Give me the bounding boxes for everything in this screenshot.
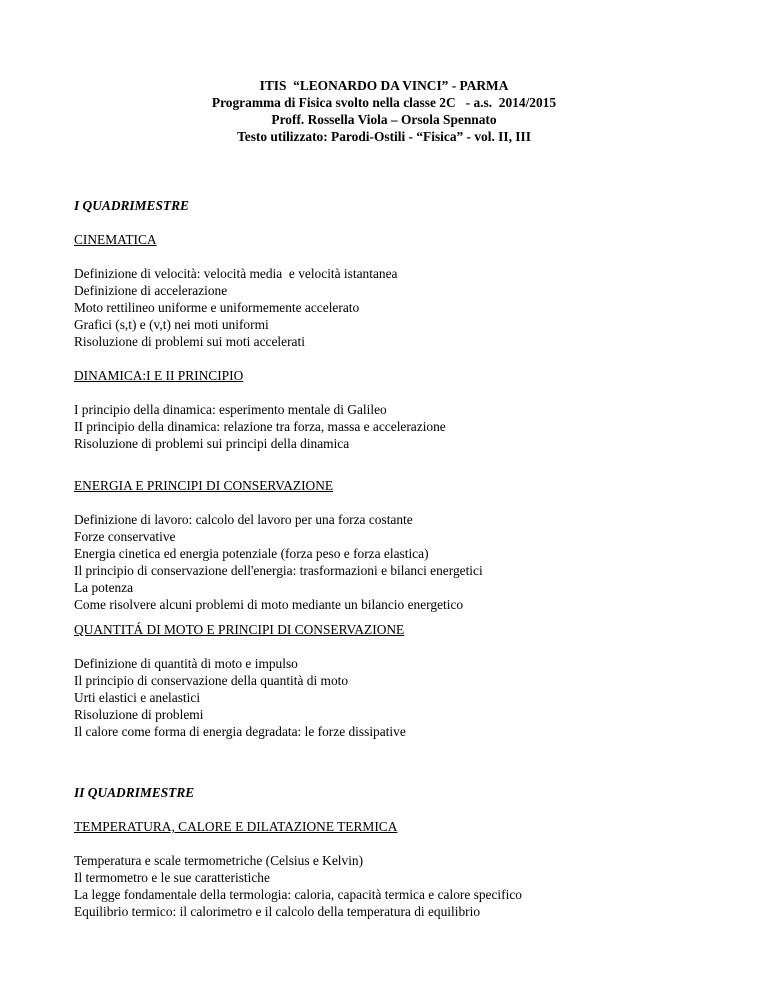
section-title-cinematica: CINEMATICA [74,232,157,247]
document-header [0,77,768,145]
list-item: Risoluzione di problemi sui principi della dinamica [74,436,350,451]
list-item: Il principio di conservazione dell'energia: trasformazioni e bilanci energetici [74,563,483,578]
list-item: Definizione di quantità di moto e impulso [74,656,298,671]
list-item: Risoluzione di problemi [74,707,204,722]
semester-2-title: II QUADRIMESTRE [74,785,195,800]
section-title-quantita-di-moto: QUANTITÁ DI MOTO E PRINCIPI DI CONSERVAZIONE [74,622,405,637]
school-name: ITIS “LEONARDO DA VINCI” - PARMA [259,78,509,93]
section-items-energia [74,511,483,613]
list-item: Definizione di accelerazione [74,283,228,298]
list-item: Urti elastici e anelastici [74,690,201,705]
section-items-quantita-di-moto [74,655,406,740]
list-item: I principio della dinamica: esperimento mentale di Galileo [74,402,387,417]
section-title-temperatura: TEMPERATURA, CALORE E DILATAZIONE TERMICA [74,819,398,834]
list-item: Come risolvere alcuni problemi di moto mediante un bilancio energetico [74,597,464,612]
list-item: La potenza [74,580,134,595]
section-items-cinematica [74,265,397,350]
list-item: Definizione di lavoro: calcolo del lavoro per una forza costante [74,512,413,527]
textbook: Testo utilizzato: Parodi-Ostili - “Fisica” - vol. II, III [237,129,531,144]
section-items-dinamica [74,401,446,452]
list-item: Equilibrio termico: il calorimetro e il calcolo della temperatura di equilibrio [74,904,481,919]
section-items-temperatura [74,852,522,920]
program-title: Programma di Fisica svolto nella classe 2C - a.s. 2014/2015 [211,95,557,110]
section-title-dinamica: DINAMICA:I E II PRINCIPIO [74,368,244,383]
list-item: Energia cinetica ed energia potenziale (forza peso e forza elastica) [74,546,429,561]
list-item: Risoluzione di problemi sui moti accelerati [74,334,305,349]
list-item: La legge fondamentale della termologia: caloria, capacità termica e calore specifico [74,887,522,902]
section-title-energia: ENERGIA E PRINCIPI DI CONSERVAZIONE [74,478,334,493]
list-item: Il principio di conservazione della quantità di moto [74,673,349,688]
teachers: Proff. Rossella Viola – Orsola Spennato [271,112,497,127]
list-item: Forze conservative [74,529,176,544]
list-item: Il calore come forma di energia degradata: le forze dissipative [74,724,406,739]
list-item: Moto rettilineo uniforme e uniformemente accelerato [74,300,360,315]
list-item: Temperatura e scale termometriche (Celsius e Kelvin) [74,853,364,868]
list-item: Il termometro e le sue caratteristiche [74,870,270,885]
list-item: Grafici (s,t) e (v,t) nei moti uniformi [74,317,269,332]
semester-1-title: I QUADRIMESTRE [74,198,189,213]
list-item: Definizione di velocità: velocità media e velocità istantanea [74,266,398,281]
list-item: II principio della dinamica: relazione tra forza, massa e accelerazione [74,419,446,434]
